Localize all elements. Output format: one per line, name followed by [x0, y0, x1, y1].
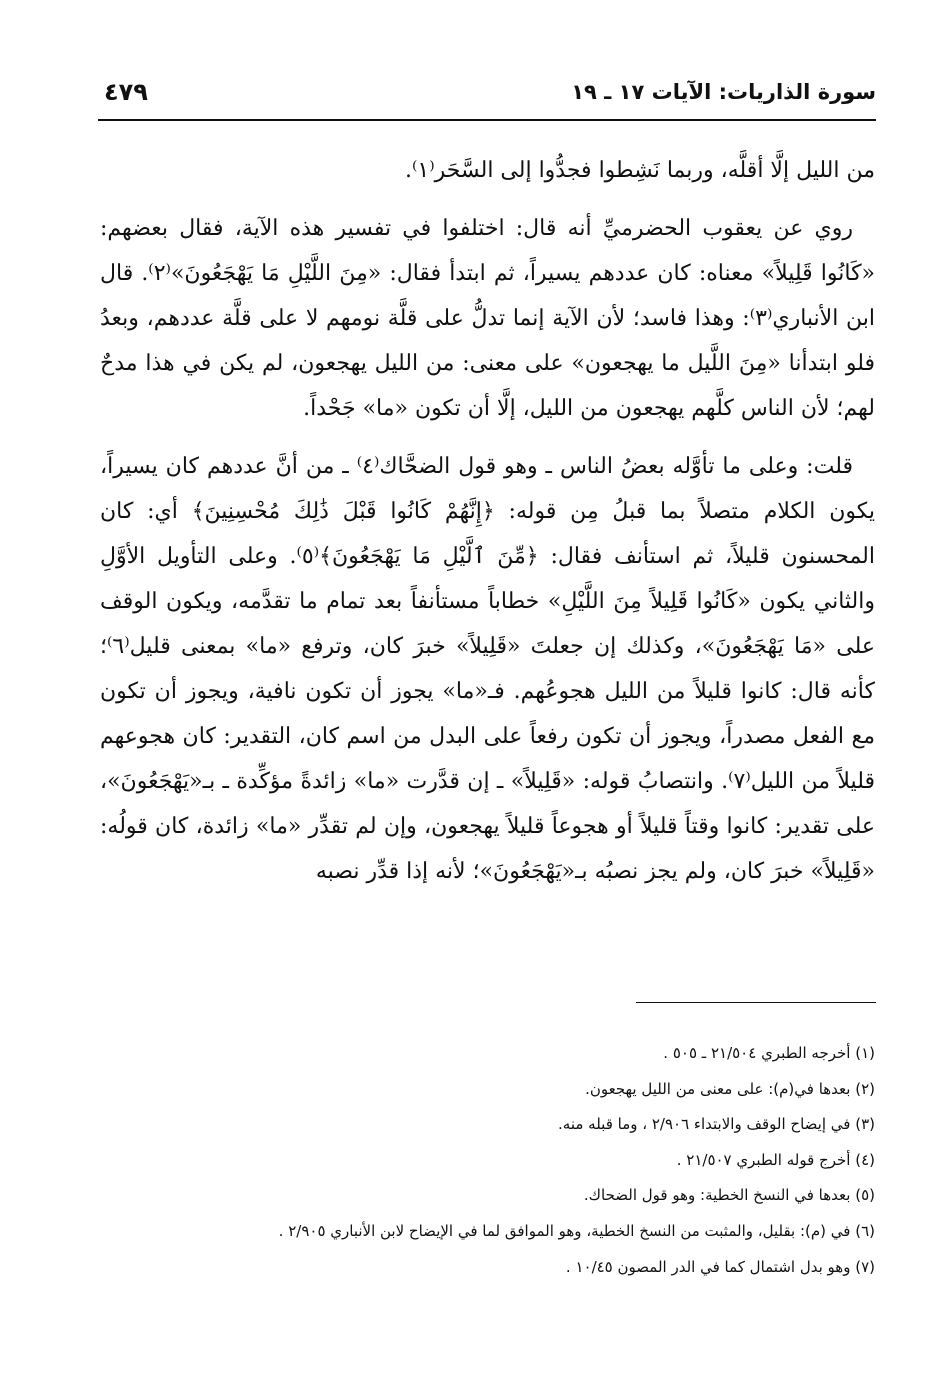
main-text: [100, 148, 875, 907]
footnote-5: (٥) بعدها في النسخ الخطية: وهو قول الضحاك.: [583, 1186, 875, 1205]
footnotes: [100, 1036, 875, 1285]
paragraph-3: قلت: وعلى ما تأوَّله بعضُ الناس ـ وهو قول الضحَّاك⁽٤⁾ ـ من أنَّ عددهم كان يسيراً، يكون الكلام متصلاً بما قبلُ مِن قوله: ﴿إِنَّهُمْ كَانُوا قَبْلَ ذَٰلِكَ مُحْسِنِينَ﴾ أي: كان المحسنون قليلاً، ثم استأنف فقال: ﴿مِّنَ ٱلَّيْلِ مَا يَهْجَعُونَ﴾⁽٥⁾. وعلى التأويل الأوَّلِ والثاني يكون «كَانُوا قَلِيلاً مِنَ اللَّيْلِ» خطاباً مستأنفاً بعد تمام ما تقدَّمه، ويكون الوقف على «مَا يَهْجَعُونَ»، وكذلك إن جعلتَ «قَلِيلاً» خبرَ كان، وترفع «ما» بمعنى قليل⁽٦⁾؛ كأنه قال: كانوا قليلاً من الليل هجوعُهم. فـ«ما» يجوز أن تكون نافية، ويجوز أن تكون مع الفعل مصدراً، ويجوز أن تكون رفعاً على البدل من اسم كان، التقدير: كان هجوعهم قليلاً من الليل⁽٧⁾. وانتصابُ قوله: «قَلِيلاً» ـ إن قدَّرت «ما» زائدةً مؤكِّدة ـ بـ«يَهْجَعُونَ»، على تقدير: كانوا وقتاً قليلاً أو هجوعاً قليلاً يهجعون، وإن لم تقدِّر «ما» زائدة، كان قولُه: «قَلِيلاً» خبرَ كان، ولم يجز نصبُه بـ«يَهْجَعُونَ»؛ لأنه إذا قدِّر نصبه: [100, 454, 875, 884]
page-number: ٤٧٩: [104, 78, 148, 106]
header-divider: [98, 119, 876, 121]
footnote-2: (٢) بعدها في(م): على معنى من الليل يهجعون.: [585, 1079, 875, 1098]
footnote-3: (٣) في إيضاح الوقف والابتداء ٢/٩٠٦ ، وما قبله منه.: [558, 1115, 875, 1134]
footnote-7: (٧) وهو بدل اشتمال كما في الدر المصون ١٠/٤٥ .: [565, 1257, 875, 1276]
footnote-divider: [636, 1002, 876, 1003]
footnote-4: (٤) أخرج قوله الطبري ٢١/٥٠٧ .: [676, 1150, 875, 1169]
running-title: سورة الذاريات: الآيات ١٧ ـ ١٩: [571, 80, 876, 104]
paragraph-1: من الليل إلَّا أقلَّه، وربما نَشِطوا فجدُّوا إلى السَّحَر⁽١⁾.: [405, 158, 875, 183]
page-header: [98, 74, 876, 118]
footnote-6: (٦) في (م): بقليل، والمثبت من النسخ الخطية، وهو الموافق لما في الإيضاح لابن الأنباري ٢/٩٠٥ .: [278, 1221, 875, 1240]
footnote-1: (١) أخرجه الطبري ٢١/٥٠٤ ـ ٥٠٥ .: [663, 1044, 875, 1062]
paragraph-2: روي عن يعقوب الحضرميِّ أنه قال: اختلفوا في تفسير هذه الآية، فقال بعضهم: «كَانُوا قَلِيلاً» معناه: كان عددهم يسيراً، ثم ابتدأ فقال: «مِنَ اللَّيْلِ مَا يَهْجَعُونَ»⁽٢⁾. قال ابن الأنباري⁽٣⁾: وهذا فاسد؛ لأن الآية إنما تدلُّ على قلَّة نومهم لا على قلَّة عددهم، وبعدُ فلو ابتدأنا «مِنَ اللَّيل ما يهجعون» على معنى: من الليل يهجعون، لم يكن في هذا مدحٌ لهم؛ لأن الناس كلَّهم يهجعون من الليل، إلَّا أن تكون «ما» جَحْداً.: [100, 216, 876, 421]
